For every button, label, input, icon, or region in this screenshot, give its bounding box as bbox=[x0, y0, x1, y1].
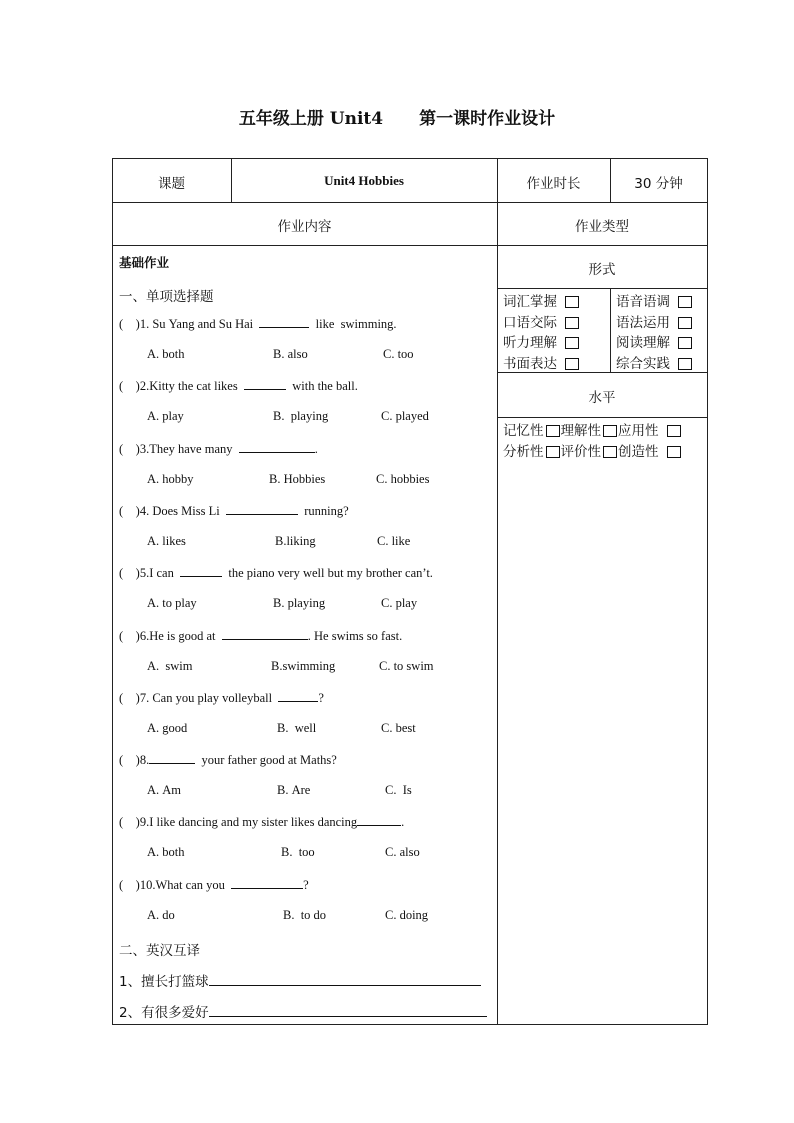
option-c: C. to swim bbox=[379, 658, 434, 673]
option-c: C. play bbox=[381, 596, 418, 611]
question-1 bbox=[119, 316, 397, 332]
question-3 bbox=[119, 441, 318, 457]
checkbox[interactable] bbox=[678, 337, 692, 349]
topic-label: 课题 bbox=[158, 176, 185, 192]
content-label: 作业内容 bbox=[277, 219, 332, 235]
table-rule-header bbox=[112, 202, 708, 203]
table-rule-form bbox=[497, 288, 708, 289]
question-5 bbox=[119, 565, 433, 581]
checkbox[interactable] bbox=[667, 446, 681, 458]
level-row bbox=[503, 440, 681, 460]
answer-blank[interactable] bbox=[244, 378, 286, 390]
form-option-label: 阅读理解 bbox=[616, 335, 670, 351]
question-text-end: ? bbox=[318, 690, 324, 705]
question-text-end: . He swims so fast. bbox=[307, 628, 403, 643]
option-c: C. doing bbox=[385, 907, 429, 922]
question-text-end: ? bbox=[303, 877, 309, 892]
checkbox[interactable] bbox=[565, 317, 579, 329]
level-option-label: 评价性 bbox=[560, 444, 601, 460]
answer-blank[interactable] bbox=[226, 503, 298, 515]
level-option-label: 分析性 bbox=[503, 444, 544, 460]
option-b: B. playing bbox=[273, 409, 329, 424]
question-text-end: . bbox=[314, 441, 318, 456]
question-text-end: like swimming. bbox=[309, 317, 397, 331]
option-b: B. also bbox=[273, 347, 308, 361]
question-text: ( )1. Su Yang and Su Hai bbox=[119, 317, 260, 331]
option-c: C. hobbies bbox=[376, 471, 430, 486]
form-option-label: 语法运用 bbox=[616, 314, 670, 331]
translation-item bbox=[119, 1001, 487, 1021]
option-b: B.liking bbox=[275, 533, 316, 548]
form-option bbox=[503, 311, 579, 331]
form-option-label: 口语交际 bbox=[503, 314, 557, 331]
checkbox[interactable] bbox=[667, 425, 681, 437]
question-10 bbox=[119, 877, 309, 893]
translation-answer-line[interactable] bbox=[209, 1005, 487, 1017]
form-option bbox=[616, 290, 692, 310]
question-text: ( )6.He is good at bbox=[119, 628, 222, 643]
answer-blank[interactable] bbox=[239, 441, 315, 453]
question-text: ( )2.Kitty the cat likes bbox=[119, 379, 244, 394]
level-option-label: 应用性 bbox=[618, 423, 659, 439]
question-6 bbox=[119, 628, 402, 644]
option-a: A. likes bbox=[147, 533, 186, 548]
option-b: B. playing bbox=[273, 596, 326, 611]
answer-blank[interactable] bbox=[259, 316, 309, 328]
level-option-label: 记忆性 bbox=[503, 423, 544, 439]
option-a: A. do bbox=[147, 907, 175, 922]
option-b: B. to do bbox=[283, 907, 327, 922]
option-c: C. Is bbox=[385, 783, 412, 798]
topic-value: Unit4 Hobbies bbox=[324, 173, 404, 188]
duration-label: 作业时长 bbox=[526, 176, 581, 192]
section1-title: 一、单项选择题 bbox=[119, 289, 214, 305]
question-text-end: your father good at Maths? bbox=[195, 753, 337, 768]
option-a: A. both bbox=[147, 347, 185, 361]
option-c: C. also bbox=[385, 845, 420, 860]
question-text-end: with the ball. bbox=[285, 379, 358, 394]
form-option-label: 词汇掌握 bbox=[503, 294, 557, 310]
page-title bbox=[0, 104, 794, 129]
form-option-label: 听力理解 bbox=[503, 335, 557, 351]
checkbox[interactable] bbox=[603, 425, 617, 437]
checkbox[interactable] bbox=[565, 358, 579, 370]
table-border-bottom bbox=[112, 1024, 708, 1025]
table-rule-level bbox=[497, 417, 708, 418]
level-label: 水平 bbox=[588, 390, 616, 406]
checkbox[interactable] bbox=[546, 446, 560, 458]
option-c: C. best bbox=[381, 720, 416, 735]
level-option-label: 创造性 bbox=[618, 444, 659, 460]
checkbox[interactable] bbox=[565, 337, 579, 349]
translation-text: 1、擅长打篮球 bbox=[119, 974, 209, 990]
translation-text: 2、有很多爱好 bbox=[119, 1005, 209, 1021]
question-text: ( )7. Can you play volleyball bbox=[119, 690, 279, 705]
question-text-end: . bbox=[401, 815, 405, 830]
translation-answer-line[interactable] bbox=[209, 974, 481, 986]
question-text: ( )5.I can bbox=[119, 566, 181, 581]
section2-title: 二、英汉互译 bbox=[119, 943, 200, 959]
question-text: ( )8. bbox=[119, 753, 150, 768]
option-c: C. like bbox=[377, 533, 411, 548]
form-option bbox=[503, 331, 579, 351]
table-col-divider-form bbox=[610, 288, 611, 372]
option-a: A. play bbox=[147, 409, 184, 424]
question-text: ( )4. Does Miss Li bbox=[119, 503, 226, 518]
form-option-label: 综合实践 bbox=[616, 355, 670, 372]
table-col-divider-main bbox=[497, 158, 498, 1025]
option-a: A. both bbox=[147, 845, 185, 860]
table-border-right bbox=[707, 158, 708, 1025]
question-2 bbox=[119, 378, 358, 394]
option-c: C. played bbox=[381, 409, 429, 424]
question-text: ( )10.What can you bbox=[119, 877, 232, 892]
translation-item bbox=[119, 970, 481, 990]
answer-blank[interactable] bbox=[231, 877, 303, 889]
option-a: A. hobby bbox=[147, 471, 194, 486]
basic-homework-title: 基础作业 bbox=[119, 255, 170, 270]
type-label: 作业类型 bbox=[575, 219, 629, 235]
form-label: 形式 bbox=[588, 262, 616, 278]
option-b: B. too bbox=[281, 845, 315, 860]
answer-blank[interactable] bbox=[180, 565, 222, 577]
form-option bbox=[503, 352, 579, 372]
table-border-top bbox=[112, 158, 708, 159]
form-option bbox=[616, 311, 692, 331]
checkbox[interactable] bbox=[546, 425, 560, 437]
option-b: B.swimming bbox=[271, 658, 336, 673]
table-rule-subheader bbox=[112, 245, 708, 246]
table-rule-form-end bbox=[497, 372, 708, 373]
title-part1: 五年级上册 Unit4 bbox=[238, 109, 384, 129]
answer-blank[interactable] bbox=[149, 752, 195, 764]
option-b: B. Are bbox=[277, 783, 311, 798]
form-option bbox=[616, 331, 692, 351]
question-7 bbox=[119, 690, 324, 706]
form-option-label: 语音语调 bbox=[616, 294, 670, 310]
answer-blank[interactable] bbox=[278, 690, 318, 702]
option-a: A. good bbox=[147, 720, 188, 735]
option-a: A. Am bbox=[147, 783, 182, 798]
level-option-label: 理解性 bbox=[560, 423, 601, 439]
checkbox[interactable] bbox=[603, 446, 617, 458]
level-row bbox=[503, 419, 681, 439]
answer-blank[interactable] bbox=[357, 814, 401, 826]
option-a: A. swim bbox=[147, 658, 193, 673]
form-option bbox=[616, 352, 692, 372]
question-4 bbox=[119, 503, 349, 519]
question-text-end: the piano very well but my brother can’t. bbox=[222, 566, 433, 581]
checkbox[interactable] bbox=[565, 296, 579, 308]
option-b: B. well bbox=[277, 720, 317, 735]
question-text: ( )3.They have many bbox=[119, 441, 239, 456]
question-text-end: running? bbox=[297, 503, 349, 518]
answer-blank[interactable] bbox=[222, 628, 308, 640]
option-a: A. to play bbox=[147, 596, 197, 611]
question-9 bbox=[119, 814, 404, 830]
option-c: C. too bbox=[383, 347, 414, 361]
checkbox[interactable] bbox=[678, 317, 692, 329]
duration-value: 30 分钟 bbox=[634, 176, 683, 192]
form-option bbox=[503, 290, 579, 310]
option-b: B. Hobbies bbox=[269, 471, 326, 486]
checkbox[interactable] bbox=[678, 296, 692, 308]
title-part2: 第一课时作业设计 bbox=[419, 109, 556, 129]
table-border-left bbox=[112, 158, 113, 1025]
form-option-label: 书面表达 bbox=[503, 355, 557, 372]
question-8 bbox=[119, 752, 337, 768]
question-text: ( )9.I like dancing and my sister likes dancing bbox=[119, 815, 358, 830]
checkbox[interactable] bbox=[678, 358, 692, 370]
